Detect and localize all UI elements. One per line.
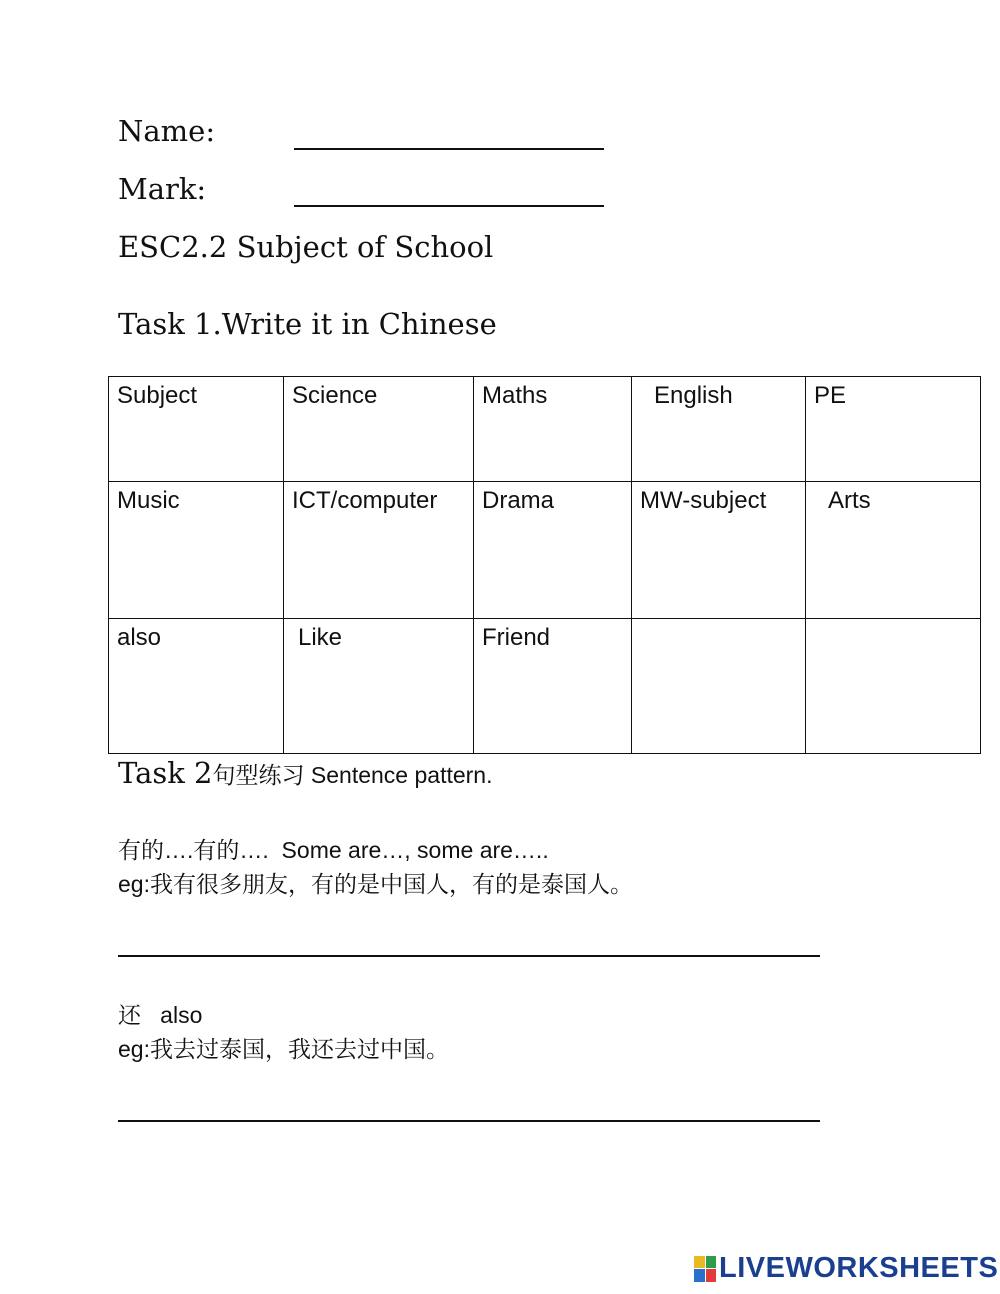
- table-cell: PE: [806, 377, 981, 482]
- pattern2-text: 还 also: [118, 1002, 203, 1028]
- name-label: Name:: [118, 114, 216, 148]
- pattern2-example: eg:我去过泰国，我还去过中国。: [118, 1036, 449, 1062]
- task2-title-cn: 句型练习: [212, 762, 305, 788]
- table-cell: English: [632, 377, 806, 482]
- table-cell[interactable]: [806, 619, 981, 754]
- task2-title-en: Sentence pattern.: [304, 762, 493, 788]
- table-cell: Drama: [474, 482, 632, 619]
- answer-line-1[interactable]: [118, 955, 820, 957]
- name-field-line[interactable]: [294, 148, 604, 150]
- table-cell: Subject: [109, 377, 284, 482]
- table-cell: Music: [109, 482, 284, 619]
- logo-text: LIVEWORKSHEETS: [719, 1252, 999, 1284]
- table-cell: Maths: [474, 377, 632, 482]
- worksheet-title: ESC2.2 Subject of School: [118, 230, 494, 264]
- table-cell: MW-subject: [632, 482, 806, 619]
- vocabulary-table: [108, 376, 981, 754]
- pattern1-example: eg:我有很多朋友，有的是中国人，有的是泰国人。: [118, 871, 633, 897]
- table-cell[interactable]: [632, 619, 806, 754]
- mark-label: Mark:: [118, 172, 207, 206]
- mark-field-line[interactable]: [294, 205, 604, 207]
- table-cell: Arts: [806, 482, 981, 619]
- task1-title: Task 1.Write it in Chinese: [118, 307, 497, 341]
- table-cell: Friend: [474, 619, 632, 754]
- answer-line-2[interactable]: [118, 1120, 820, 1122]
- table-row: [109, 619, 981, 754]
- table-cell: ICT/computer: [284, 482, 474, 619]
- table-row: [109, 377, 981, 482]
- task2-title-prefix: Task 2: [118, 756, 213, 790]
- task2-title: [118, 756, 492, 790]
- liveworksheets-logo[interactable]: [694, 1252, 998, 1285]
- table-cell: Science: [284, 377, 474, 482]
- logo-mark-icon: [694, 1256, 716, 1282]
- table-cell: also: [109, 619, 284, 754]
- table-cell: Like: [284, 619, 474, 754]
- pattern1-text: 有的….有的…. Some are…, some are…..: [118, 837, 549, 863]
- table-row: [109, 482, 981, 619]
